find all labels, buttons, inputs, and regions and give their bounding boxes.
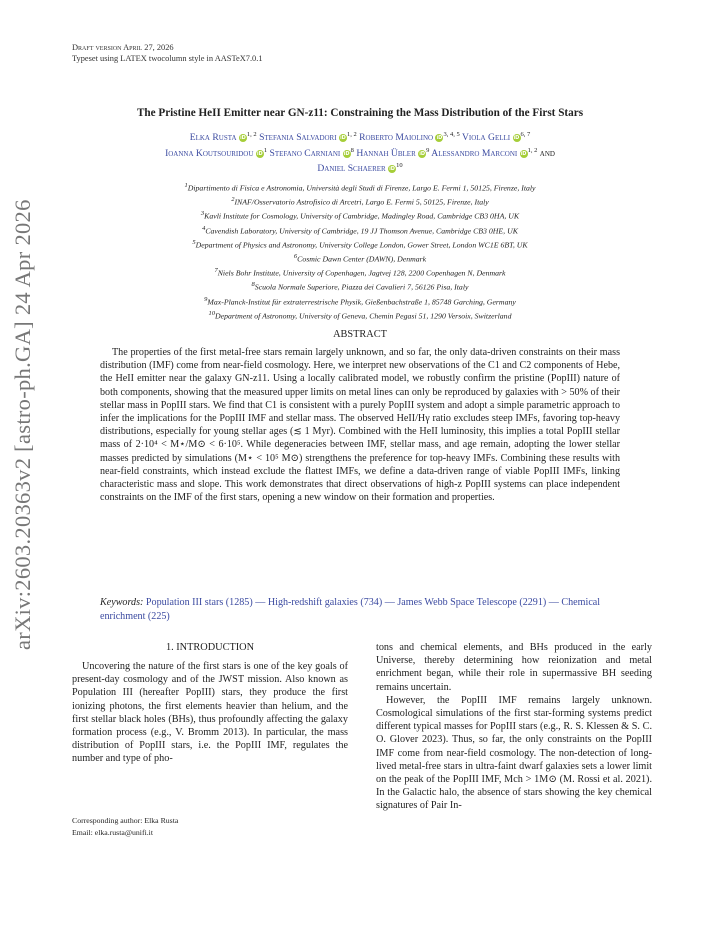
keywords [100, 596, 620, 623]
draft-version-line: Draft version April 27, 2026 [72, 43, 174, 52]
email: Email: elka.rusta@unifi.it [72, 827, 154, 837]
section-heading: 1. INTRODUCTION [165, 642, 255, 653]
author-name[interactable]: Stefania Salvadori [259, 132, 337, 144]
affiliation-list [60, 180, 660, 322]
affiliation-item: $^3$Kavli Institute for Cosmology, University of Cambridge, Madingley Road, Cambridge CB3 0HA, UK [200, 210, 520, 221]
keywords-links[interactable]: Population III stars (1285) — High-redshift galaxies (734) — James Webb Space Telescope (2291) — Chemical enrichment (225) [100, 597, 601, 622]
orcid-icon[interactable]: iD [389, 166, 395, 173]
author-name[interactable]: Hannah Übler [356, 147, 416, 159]
and-word: and [539, 147, 555, 159]
footnote [72, 815, 178, 838]
author-name[interactable]: Roberto Maiolino [359, 132, 434, 144]
orcid-icon[interactable]: iD [257, 150, 263, 157]
orcid-icon[interactable]: iD [436, 134, 443, 141]
author-name[interactable]: Elka Rusta [189, 132, 237, 144]
affiliation-item: $^6$Cosmic Dawn Center (DAWN), Denmark [293, 252, 427, 264]
affiliation-item: $^1$Dipartimento di Fisica e Astronomia, Università degli Studi di Firenze, Largo E. Fermi 1, 50125, Firenze, Italy [184, 182, 536, 193]
author-name[interactable]: Stefano Carniani [269, 147, 341, 159]
author-name[interactable]: Ioanna Koutsouridou [165, 147, 254, 159]
typeset-line: Typeset using LATEX twocolumn style in AASTeX7.0.1 [72, 54, 263, 63]
author-name[interactable]: Daniel Schaerer [317, 163, 386, 175]
intro-paragraph-left: Uncovering the nature of the first stars is one of the key goals of present-day cosmology and of the JWST mission. Also known as Population III (hereafter PopIII) stars, they produce the first ionizing photons, the first elements heavier than helium, and the first stellar black holes (BHs), thus profoundly affecting the galaxy formation process (e.g., V. Bromm 2013). In particular, the mass distribution of PopIII stars, i.e. the PopIII IMF, regulates the number and type of pho- [72, 661, 348, 765]
orcid-icon[interactable]: iD [343, 150, 350, 157]
running-header [72, 42, 263, 64]
keywords-label: Keywords: [100, 597, 144, 608]
affiliation-item: $^4$Cavendish Laboratory, University of Cambridge, 19 JJ Thomson Avenue, Cambridge CB3 0HE, UK [202, 224, 518, 236]
affiliation-item: $^{10}$Department of Astronomy, University of Geneva, Chemin Pegasi 51, 1290 Versoix, Switzerland [208, 309, 512, 321]
affiliation-item: $^5$Department of Physics and Astronomy, University College London, Gower Street, London WC1E 6BT, UK [192, 238, 528, 250]
intro-paragraph-2: However, the PopIII IMF remains largely unknown. Cosmological simulations of the first star-forming systems predict different typical masses for PopIII stars (e.g., R. S. Klessen & S. C. O. Glover 2023). Thus, so far, the only constraints on the PopIII IMF come from near-field cosmology. The non-detection of long-lived metal-free stars in ultra-faint dwarf galaxies sets a lower limit on the peak of the PopIII IMF, Mch > 1M⊙ (M. Rossi et al. 2021). In the Galactic halo, the absence of stars showing the key chemical signatures of Pair In- [376, 694, 652, 812]
affiliation-item: $^8$Scuola Normale Superiore, Piazza dei Cavalieri 7, 56126 Pisa, Italy [251, 281, 469, 292]
orcid-icon[interactable]: iD [240, 134, 246, 141]
author-name[interactable]: Alessandro Marconi [431, 147, 518, 159]
affiliation-item: $^9$Max-Planck-Institut für extraterrestrische Physik, Gießenbachstraße 1, 85748 Garching, Germany [204, 295, 516, 307]
abstract-text: The properties of the first metal-free stars remain largely unknown, and so far, the only data-driven constraints on their mass distribution (IMF) come from near-field cosmology. Here, we interpret new observations of the C1 and C2 components of Hebe, the HeII emitter near the galaxy GN-z11. Using a locally calibrated model, we robustly confirm the pristine (PopIII) nature of both components, showing that the measured upper limits on metal lines can only be reproduced by galaxies with > 50% of their stellar mass in PopIII stars. We find that C1 is consistent with a purely PopIII system and adopt a simple parametric approach to infer the implications for the PopIII IMF and stellar mass. The observed HeII/Hγ ratio excludes steep IMFs, favoring top-heavy distributions, especially for young stellar ages (≲ 1 Myr). Combined with the HeII luminosity, this implies a total PopIII stellar mass of 2·10⁴ < M⋆/M⊙ < 6·10⁵. While degeneracies between IMF, stellar mass, and age remain, adopting the lower stellar masses predicted by simulations (M⋆ < 10⁵ M⊙) strengthens the preference for top-heavy IMFs. Combining these results with near-field constraints, which instead exclude the flattest IMFs, we define a data-driven range of viable PopIII IMFs, linking characteristic mass and slope. This work demonstrates that direct observations of high-z PopIII systems can place independent constraints on the IMF of the first stars, opening a new window on their formation and properties. [100, 347, 620, 504]
orcid-icon[interactable]: iD [340, 134, 346, 141]
author-list: Elka Rusta iD$^{1, 2}$ Stefania Salvadori iD$^{1, 2}$ Roberto Maiolino iD$^{3, 4, 5}$ Viola Gelli iD$^{6, 7}$ Ioanna Koutsouridou $iD^1$ Stefano Carniani $iD^8$ Hannah Übler $iD^9$ Alessandro Marconi iD$^{1, 2}$ and Daniel Schaerer $iD^{10}$ [165, 131, 555, 175]
author-name[interactable]: Viola Gelli [461, 132, 511, 144]
orcid-icon[interactable]: iD [419, 150, 425, 157]
affiliation-item: $^2$INAF/Osservatorio Astrofisico di Arcetri, Largo E. Fermi 5, 50125, Firenze, Italy [231, 196, 489, 207]
orcid-icon[interactable]: iD [520, 150, 527, 157]
orcid-icon[interactable]: iD [513, 134, 520, 141]
paper-title: The Pristine HeII Emitter near GN-z11: Constraining the Mass Distribution of the First Stars [136, 107, 584, 119]
abstract-heading: ABSTRACT [333, 329, 387, 340]
intro-paragraph-continued: tons and chemical elements, and BHs produced in the early Universe, thereby determining how reionization and metal enrichment began, while their role in supermassive BH seeding remains uncertain. [376, 642, 652, 693]
corresponding-author: Corresponding author: Elka Rusta [72, 816, 179, 825]
arxiv-sidebar-id: arXiv:2603.20363v2 [astro-ph.GA] 24 Apr 2026 [10, 199, 35, 650]
intro-right-column [376, 641, 652, 813]
affiliation-item: $^7$Niels Bohr Institute, University of Copenhagen, Jagtvej 128, 2200 Copenhagen N, Denmark [214, 267, 506, 278]
